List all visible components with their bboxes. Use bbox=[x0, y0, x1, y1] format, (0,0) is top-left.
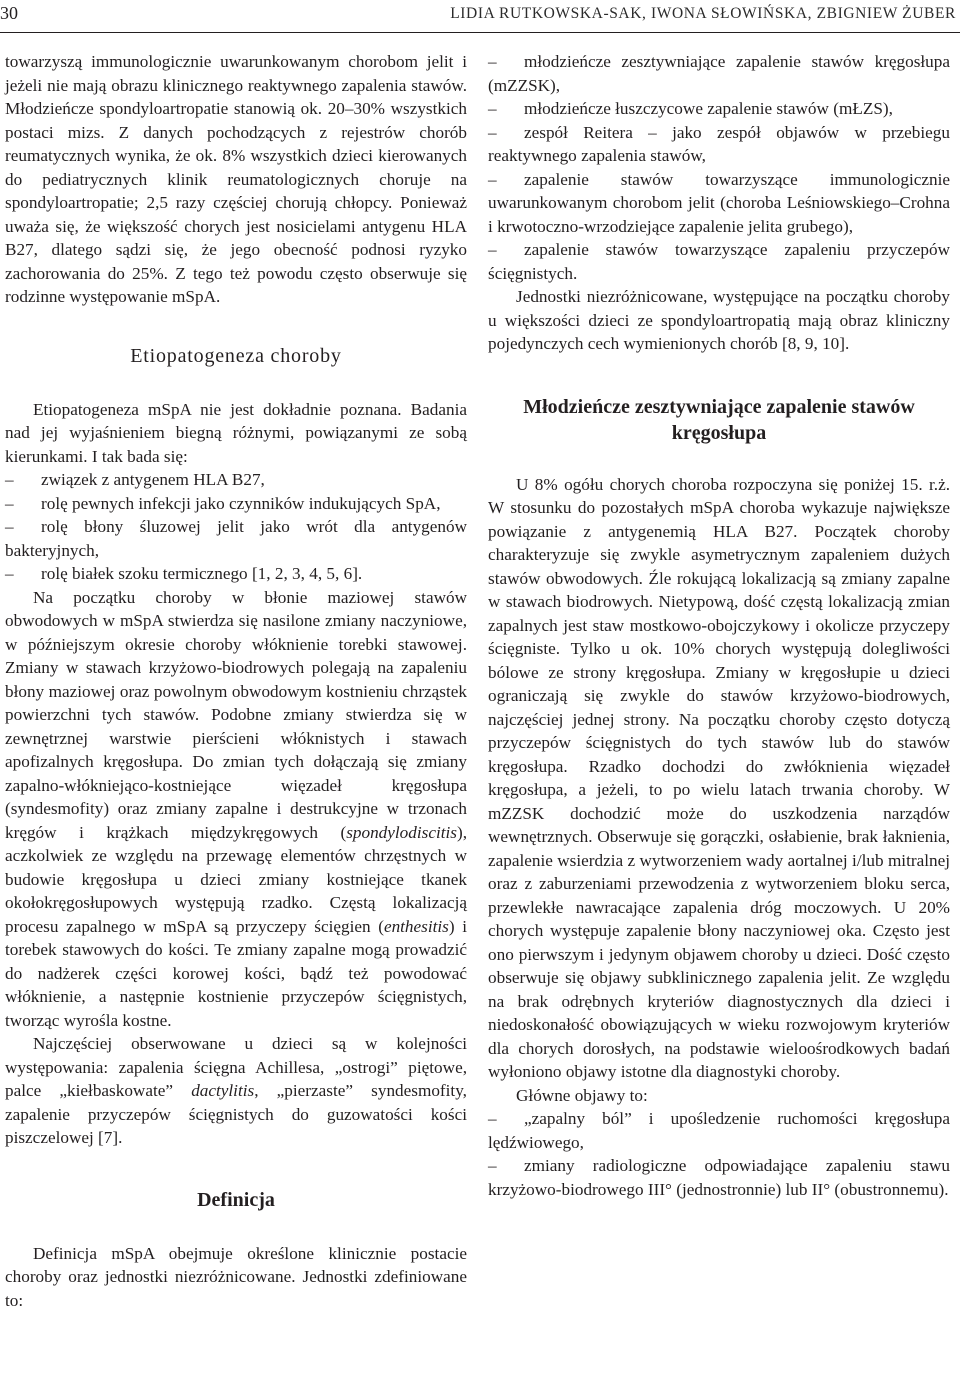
italic-term: spondylodiscitis bbox=[346, 822, 457, 842]
dash-marker: – bbox=[488, 1109, 497, 1128]
etio-list-item: – rolę błony śluzowej jelit jako wrót dla antygenów bakteryjnych, bbox=[5, 517, 467, 560]
dash-marker: – bbox=[488, 169, 497, 189]
definition-list-item: – młodzieńcze łuszczycowe zapalenie stawów (mŁZS), bbox=[488, 97, 950, 121]
section-heading-mzzsk: Młodzieńcze zesztywniające zapalenie stawów kręgosłupa bbox=[523, 395, 915, 444]
running-head-authors: LIDIA RUTKOWSKA-SAK, IWONA SŁOWIŃSKA, ZBIGNIEW ŻUBER bbox=[450, 5, 956, 22]
page-header bbox=[0, 0, 960, 33]
symptom-list-item: – zmiany radiologiczne odpowiadające zapaleniu stawu krzyżowo-biodrowego III° (jednostronnie) lub II° (obustronnemu). bbox=[488, 1156, 950, 1199]
section-heading-etiopatogeneza: Etiopatogeneza choroby bbox=[130, 344, 342, 367]
definition-list-item: – młodzieńcze zesztywniające zapalenie stawów kręgosłupa (mZZSK), bbox=[488, 52, 950, 95]
dash-marker: – bbox=[5, 517, 14, 536]
definition-list-item: – zapalenie stawów towarzyszące immunologicznie uwarunkowanym chorobom jelit (choroba Leśniowskiego–Crohna i krwotoczno-wrzodziejące zapalenie jelita grubego), bbox=[488, 169, 950, 236]
etio-pathology-paragraph: Na początku choroby w błonie maziowej stawów obwodowych w mSpA stwierdza się nasilone zmiany naczyniowe, w późniejszym okresie choroby włóknienie torebki stawowej. Zmiany w stawach krzyżowo-biodrowych polegają na zapaleniu błony maziowej oraz powolnym obwodowym kostnieniu chrząstek powierzchni tych stawów. Podobne zmiany stwierdza się w zewnętrznej warstwie pierścieni włóknistych i stawach apofizalnych kręgosłupa. Do zmian tych dołączają się zmiany zapalno-włókniejąco-kostniejące więzadeł kręgosłupa (syndesmofity) oraz zmiany zapalne i destrukcyjne w trzonach kręgów i krążkach międzykręgowych (spondylodiscitis), aczkolwiek ze względu na przewagę elementów chrzęstnych w budowie kręgosłupa u dzieci zmiany kostniejące tkanek okołokręgosłupowych występują rzadko. Częstą lokalizacją procesu zapalnego w mSpA są przyczepy ścięgien (enthesitis) i torebek stawowych do kości. Te zmiany zapalne mogą prowadzić do nadżerek części korowej kości, bądź też powodować włóknienie, a następnie kostnienie przyczepów ścięgnistych, tworząc wyrośla kostne. bbox=[5, 587, 468, 1030]
definition-paragraph: Definicja mSpA obejmuje określone klinicznie postacie choroby oraz jednostki niezróżnicowane. Jednostki zdefiniowane to: bbox=[5, 1243, 467, 1310]
left-column bbox=[5, 50, 467, 1312]
italic-term: enthesitis bbox=[383, 916, 449, 936]
definition-list-item: – zespół Reitera – jako zespół objawów w przebiegu reaktywnego zapalenia stawów, bbox=[488, 122, 950, 165]
etio-intro-paragraph: Etiopatogeneza mSpA nie jest dokładnie poznana. Badania nad jej wyjaśnieniem biegną różnymi, powiązanymi ze sobą kierunkami. I tak bada się: bbox=[5, 399, 467, 466]
dash-marker: – bbox=[488, 52, 497, 71]
intro-paragraph: towarzyszą immunologicznie uwarunkowanym chorobom jelit i jeżeli nie mają obrazu klinicznego reaktywnego zapalenia stawów. Młodzieńcze spondyloartropatie stanowią ok. 20–30% wszystkich postaci mizs. Z danych pochodzących z rejestrów chorób reumatycznych wynika, że ok. 8% wszystkich dzieci kierowanych do pediatrycznych klinik reumatologicznych choruje na spondyloartropatie; 2,5 razy częściej chorują chłopcy. Ponieważ uważa się, że większość chorych jest nosicielami antygenu HLA B27, dlatego sądzi się, że jego obecność podnosi ryzyko zachorowania do 25%. Z tego też powodu często obserwuje się rodzinne występowanie mSpA. bbox=[5, 52, 467, 306]
etio-list-item: – rolę białek szoku termicznego [1, 2, 3, 4, 5, 6]. bbox=[5, 562, 467, 586]
italic-term: dactylitis bbox=[191, 1081, 255, 1100]
symptoms-intro: Główne objawy to: bbox=[516, 1085, 648, 1105]
mzzsk-paragraph: U 8% ogółu chorych choroba rozpoczyna się poniżej 15. r.ż. W stosunku do pozostałych mSpA choroba wykazuje największe powiązanie z antygenemią HLA B27. Początek choroby charakteryzuje się zwykle asymetrycznym zapaleniem dużych stawów obwodowych. Źle rokującą lokalizacją są zmiany zapalne w stawach biodrowych. Nietypową, dość częstą lokalizacją zmian zapalnych jest staw mostkowo-obojczykowy i okolicze przyczepy ścięgniste. Tylko u ok. 10% chorych występują dolegliwości bólowe ze strony kręgosłupa. Zmiany w kręgosłupie u dzieci ograniczają się zwykle do stawów krzyżowo-biodrowych, najczęściej jednej strony. Na początku choroby często dotyczą przyczepów ścięgnistych do tych stawów lub do stawów kręgosłupa. Rzadko dochodzi do zwłóknienia więzadeł kręgosłupa, a jeżeli, to po wielu latach trwania choroby. W mZZSK dochodzić może do uszkodzenia narządów wewnętrznych. Obserwuje się gorączki, osłabienie, brak łaknienia, zapalenie wsierdzia z wytworzeniem wady aortalnej i/lub mitralnej oraz z zaburzeniami przewodzenia z wytworzeniem bloku serca, przewlekłe nawracające zapalenia dróg moczowych. U 20% chorych występuje zapalenie błony naczyniowej oka. Często jest ono pierwszym i jedynym objawem choroby u dzieci. Dość często obserwuje się objawy subklinicznego zapalenia jelit. Ze względu na brak odrębnych kryteriów diagnostycznych dla dzieci i niedoskonałość obowiązujących w wieku rozwojowym kryteriów dla chorych dorosłych, na podstawie wieloośrodkowych badań wyłoniono objawy istotne dla diagnostyki choroby. bbox=[488, 474, 950, 1081]
symptom-list-item: – „zapalny ból” i upośledzenie ruchomości kręgosłupa lędźwiowego, bbox=[488, 1109, 950, 1152]
right-column bbox=[488, 50, 950, 1201]
dash-marker: – bbox=[488, 1156, 497, 1175]
dash-marker: – bbox=[488, 240, 497, 259]
dash-marker: – bbox=[5, 470, 14, 489]
dash-marker: – bbox=[5, 564, 14, 583]
etio-observed-paragraph: Najczęściej obserwowane u dzieci są w kolejności występowania: zapalenia ścięgna Achillesa, „ostrogi” piętowe, palce „kiełbaskowate” dactylitis, „pierzaste” syndesmofity, zapalenie przyczepów ścięgnistych do guzowatości kości piszczelowej [7]. bbox=[5, 1034, 467, 1147]
definition-list-item: – zapalenie stawów towarzyszące zapaleniu przyczepów ścięgnistych. bbox=[488, 240, 950, 283]
dash-marker: – bbox=[5, 493, 14, 513]
etio-list-item: – związek z antygenem HLA B27, bbox=[5, 468, 467, 492]
etio-list-item: – rolę pewnych infekcji jako czynników indukujących SpA, bbox=[5, 492, 467, 516]
dash-marker: – bbox=[488, 122, 497, 142]
dash-marker: – bbox=[488, 99, 497, 118]
undifferentiated-paragraph: Jednostki niezróżnicowane, występujące na początku choroby u większości dzieci ze spondyloartropatią mają obraz kliniczny pojedynczych cech wymienionych chorób [8, 9, 10]. bbox=[488, 287, 950, 353]
page-number: 30 bbox=[0, 3, 18, 23]
section-heading-definicja: Definicja bbox=[197, 1188, 275, 1211]
